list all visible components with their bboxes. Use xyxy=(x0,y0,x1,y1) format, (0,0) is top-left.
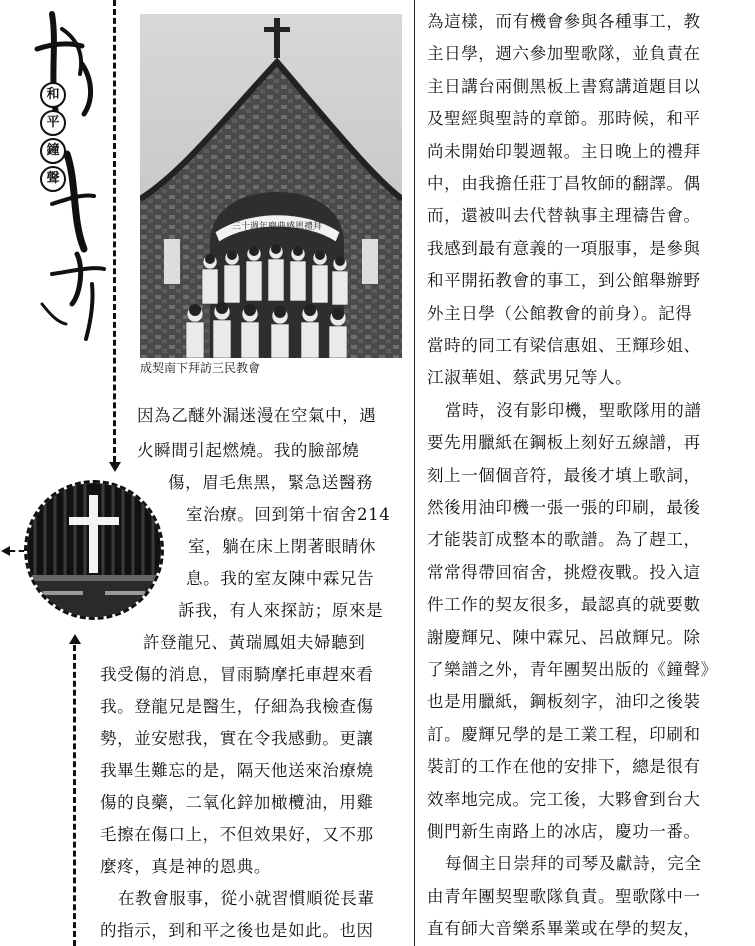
text-line: 由青年團契聖歌隊負責。聖歌隊中一 xyxy=(427,887,701,906)
text-line: 為這樣，而有機會參與各種事工，教 xyxy=(427,12,701,31)
text-line: 的指示，到和平之後也是如此。也因 xyxy=(100,921,374,940)
column-divider xyxy=(414,0,415,946)
text-line: 息。我的室友陳中霖兄告 xyxy=(186,569,375,588)
text-line: 要先用臘紙在鋼板上刻好五線譜，再 xyxy=(427,433,701,452)
arrow-left-icon xyxy=(1,546,10,556)
text-line: 謝慶輝兄、陳中霖兄、呂啟輝兄。除 xyxy=(427,628,701,647)
text-line: 我感到最有意義的一項服事，是參與 xyxy=(427,239,701,258)
logo-circle: 聲 xyxy=(40,166,66,192)
logo-circles xyxy=(40,82,66,194)
text-line: 我。登龍兄是醫生，仔細為我檢查傷 xyxy=(100,697,374,716)
arrow-up-icon xyxy=(69,634,81,644)
logo-circle: 鐘 xyxy=(40,138,66,164)
photo-caption: 成契南下拜訪三民教會 xyxy=(140,361,261,375)
text-line: 傷的良藥，二氧化鋅加橄欖油，用雞 xyxy=(100,793,374,812)
text-line: 當時的同工有梁信惠姐、王輝珍姐、 xyxy=(427,336,701,355)
dashed-guide-top xyxy=(113,0,116,462)
text-line: 許登龍兄、黃瑞鳳姐夫婦聽到 xyxy=(143,633,366,652)
text-line: 江淑華姐、蔡武男兄等人。 xyxy=(427,368,633,387)
text-line: 麼疼，真是神的恩典。 xyxy=(100,857,271,876)
text-line: 外主日學（公館教會的前身）。記得 xyxy=(427,304,693,323)
text-line: 主日講台兩側黑板上書寫講道題目以 xyxy=(427,77,701,96)
arrow-down-icon xyxy=(109,462,121,472)
text-line: 尚未開始印製週報。主日晚上的禮拜 xyxy=(427,142,701,161)
text-line: 及聖經與聖詩的章節。那時候，和平 xyxy=(427,109,701,128)
text-line: 火瞬間引起燃燒。我的臉部燒 xyxy=(137,441,360,460)
text-line: 主日學，週六參加聖歌隊，並負責在 xyxy=(427,44,701,63)
text-line: 直有師大音樂系畢業或在學的契友， xyxy=(427,919,701,938)
text-line: 側門新生南路上的冰店，慶功一番。 xyxy=(427,822,701,841)
text-line: 室，躺在床上閉著眼睛休 xyxy=(188,537,377,556)
text-line: 毛擦在傷口上，不但效果好，又不那 xyxy=(100,825,374,844)
text-line: 效率地完成。完工後，大夥會到台大 xyxy=(427,790,701,809)
text-line: 了樂譜之外，青年團契出版的《鐘聲》 xyxy=(427,660,718,679)
text-line: 每個主日崇拜的司琴及獻詩，完全 xyxy=(445,854,702,873)
text-line: 我受傷的消息，冒雨騎摩托車趕來看 xyxy=(100,665,374,684)
text-line: 和平開拓教會的事工，到公館舉辦野 xyxy=(427,271,701,290)
dashed-guide-horizontal xyxy=(10,550,24,552)
text-line: 在教會服事，從小就習慣順從長輩 xyxy=(118,889,375,908)
text-line: 常常得帶回宿舍，挑燈夜戰。投入這 xyxy=(427,563,701,582)
text-line: 件工作的契友很多，最認真的就要數 xyxy=(427,595,701,614)
text-line: 然後用油印機一張一張的印刷，最後 xyxy=(427,498,701,517)
calligraphy-strokes-icon xyxy=(22,4,112,344)
text-line: 傷，眉毛焦黑，緊急送醫務 xyxy=(168,473,374,492)
text-line: 才能裝訂成整本的歌譜。為了趕工， xyxy=(427,530,701,549)
text-line: 刻上一個個音符，最後才填上歌詞， xyxy=(427,466,701,485)
calligraphy-logo xyxy=(22,4,112,344)
logo-circle: 平 xyxy=(40,110,66,136)
text-line: 訂。慶輝兄學的是工業工程，印刷和 xyxy=(427,725,701,744)
text-line: 我畢生難忘的是，隔天他送來治療燒 xyxy=(100,761,374,780)
banner-text: 三十週年慶典感恩禮拜 xyxy=(231,222,323,232)
church-photo xyxy=(140,14,402,358)
text-line: 室治療。回到第十宿舍214 xyxy=(186,505,391,524)
text-line: 因為乙醚外漏迷漫在空氣中，遇 xyxy=(137,406,377,425)
cross-circle-photo xyxy=(24,480,164,620)
dashed-guide-bottom xyxy=(73,645,76,946)
logo-circle: 和 xyxy=(40,82,66,108)
text-line: 中，由我擔任莊丁昌牧師的翻譯。偶 xyxy=(427,174,701,193)
text-line: 勢，並安慰我，實在令我感動。更讓 xyxy=(100,729,374,748)
text-line: 當時，沒有影印機，聖歌隊用的譜 xyxy=(445,401,702,420)
cross-icon xyxy=(27,483,161,617)
text-line: 也是用臘紙，鋼板刻字，油印之後裝 xyxy=(427,692,701,711)
text-line: 裝訂的工作在他的安排下，總是很有 xyxy=(427,757,701,776)
text-line: 而，還被叫去代替執事主理禱告會。 xyxy=(427,206,701,225)
text-line: 訴我，有人來探訪；原來是 xyxy=(178,601,384,620)
